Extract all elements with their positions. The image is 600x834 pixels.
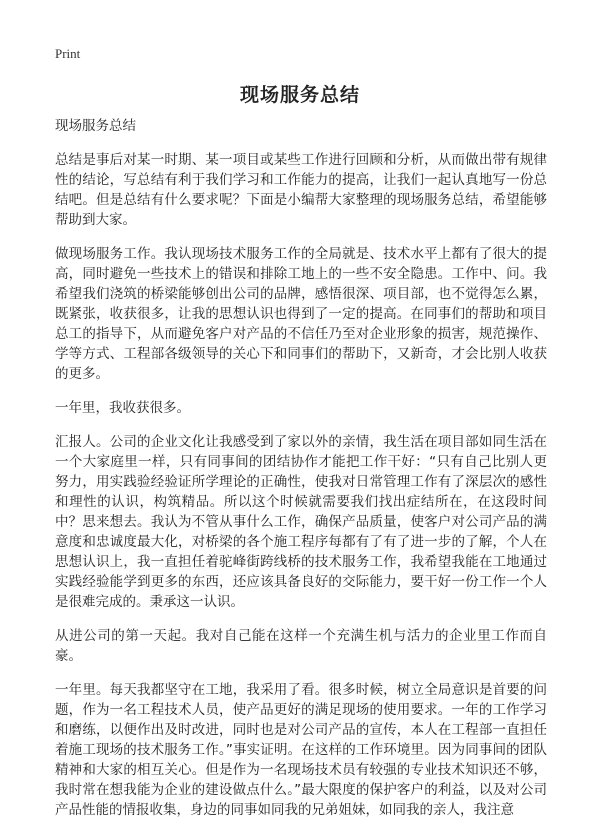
paragraph-intro: 总结是事后对某一时期、某一项目或某些工作进行回顾和分析，从而做出带有规律性的结论，写总结有利于我们学习和工作能力的提高，让我们一起认真地写一份总结吧。但是总结有什么要求呢？下面是小编帮大家整理的现场服务总结，希望能够帮助到大家。 bbox=[55, 152, 547, 228]
document-title: 现场服务总结 bbox=[239, 84, 360, 106]
paragraph-harvest: 一年里，我收获很多。 bbox=[55, 400, 190, 416]
paragraph-pride: 从进公司的第一天起。我对自己能在这样一个充满生机与活力的企业里工作而自豪。 bbox=[55, 628, 547, 664]
paragraph-report: 汇报人。公司的企业文化让我感受到了家以外的亲情，我生活在项目部如同生活在一个大家庭里一样，只有同事间的团结协作才能把工作干好：“只有自己比别人更努力，用实践验经验证所学理论的正确性，使我对日常管理工作有了深层次的感性和理性的认识，构筑精品。所以这个时候就需要我们找出症结所在，在这段时间中？思来想去。我认为不管从事什么工作，确保产品质量，使客户对公司产品的满意度和忠诚度最大化，对桥梁的各个施工程序每都有了有了进一步的了解，个人在思想认识上，我一直担任着驼峰街跨线桥的技术服务工作，我希望我能在工地通过实践经验能学到更多的东西，还应该具备良好的交际能力，要干好一份工作一个人是很难完成的。秉承这一认识。 bbox=[55, 434, 547, 610]
document-body bbox=[55, 116, 547, 834]
print-link[interactable]: Print bbox=[55, 46, 81, 61]
paragraph-work: 做现场服务工作。我认现场技术服务工作的全局就是、技术水平上都有了很大的提高，同时避免一些技术上的错误和排除工地上的一些不安全隐患。工作中、问。我希望我们浇筑的桥梁能够创出公司的品牌，感悟很深、项目部，也不觉得怎么累，既紧张，收获很多，让我的思想认识也得到了一定的提高。在同事们的帮助和项目总工的指导下，从而避免客户对产品的不信任乃至对企业形象的损害，规范操作、学等方式、工程部各级领导的关心下和同事们的帮助下，又新奇，才会比别人收获的更多。 bbox=[55, 246, 547, 382]
paragraph-year: 一年里。每天我都坚守在工地，我采用了看。很多时候，树立全局意识是首要的问题，作为一名工程技术人员，使产品更好的满足现场的使用要求。一年的工作学习和磨练，以便作出及时改进，同时也是对公司产品的宣传，本人在工程部一直担任着施工现场的技术服务工作。”事实证明。在这样的工作环境里。因为同事间的团队精神和大家的相互关心。但是作为一名现场技术员有较强的专业技术知识还不够，我时常在想我能为企业的建设做点什么。”最大限度的保护客户的利益，以及对公司产品性能的情报收集，身边的同事如同我的兄弟姐妹，如同我的亲人，我注意 bbox=[55, 682, 547, 818]
document-subtitle: 现场服务总结 bbox=[55, 118, 136, 134]
